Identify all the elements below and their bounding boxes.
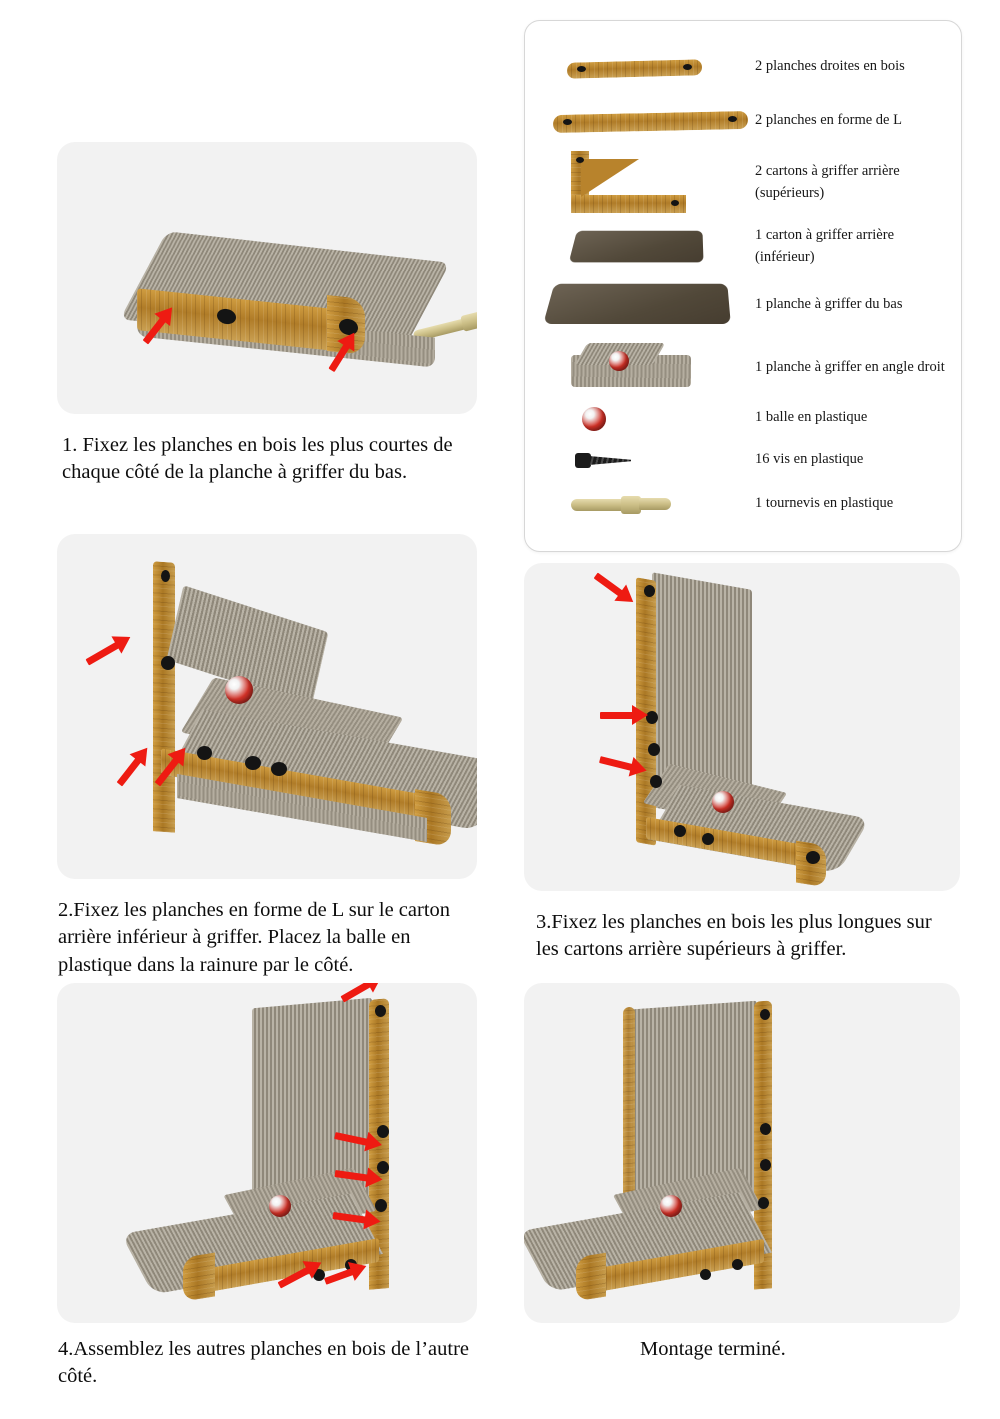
bottom-scratch-board-icon (525, 275, 755, 335)
part-label: 1 tournevis en plastique (755, 495, 894, 512)
plastic-ball (225, 676, 253, 704)
l-shaped-board-left (153, 561, 175, 833)
rounded-wood-end (576, 1253, 606, 1302)
rounded-wood-end (796, 841, 826, 888)
part-row (525, 101, 961, 141)
part-label: 2 planches en forme de L (755, 112, 902, 129)
part-row (525, 337, 961, 399)
rear-lower-scratch-cardboard-icon (525, 221, 755, 273)
step-1-image (57, 142, 477, 414)
step-3-image (524, 563, 960, 891)
step-4-image (57, 983, 477, 1323)
part-row (525, 483, 961, 525)
straight-wood-board-icon (525, 49, 755, 85)
part-label: 1 planche à griffer du bas (755, 296, 903, 313)
plastic-ball (269, 1195, 291, 1217)
right-angle-scratch-board-icon (525, 337, 755, 399)
l-shaped-board-icon (525, 101, 755, 141)
rounded-wood-end (183, 1252, 215, 1301)
step-5-image (524, 983, 960, 1323)
plastic-ball (712, 791, 734, 813)
part-label: 1 carton à griffer arrière (inférieur) (755, 227, 895, 265)
plastic-screw-icon (525, 443, 755, 477)
step-5-caption: Montage terminé. (640, 1338, 786, 1360)
rear-upper-scratch-cardboard-icon (525, 147, 755, 219)
part-row (525, 275, 961, 335)
step-4-caption: 4.Assemblez les autres planches en bois de l’autre côté. (58, 1338, 470, 1388)
part-row (525, 221, 961, 273)
plastic-screwdriver-icon (525, 483, 755, 525)
part-label: 16 vis en plastique (755, 451, 864, 468)
parts-list-card (524, 20, 962, 552)
step-1-caption: 1. Fixez les planches en bois les plus courtes de chaque côté de la planche à griffer du bas. (62, 434, 453, 484)
part-label: 1 balle en plastique (755, 409, 868, 426)
step-3-caption: 3.Fixez les planches en bois les plus longues sur les cartons arrière supérieurs à griffer. (536, 911, 932, 961)
part-row (525, 49, 961, 85)
part-row (525, 401, 961, 435)
part-row (525, 443, 961, 477)
plastic-ball (660, 1195, 682, 1217)
part-row (525, 147, 961, 219)
part-label: 2 cartons à griffer arrière (supérieurs) (755, 163, 900, 201)
part-label: 2 planches droites en bois (755, 58, 905, 75)
step-2-caption: 2.Fixez les planches en forme de L sur le carton arrière inférieur à griffer. Placez la balle en plastique dans la rainure par le côté. (58, 899, 451, 976)
step-2-image (57, 534, 477, 879)
plastic-ball-icon (525, 401, 755, 435)
part-label: 1 planche à griffer en angle droit (755, 359, 945, 376)
